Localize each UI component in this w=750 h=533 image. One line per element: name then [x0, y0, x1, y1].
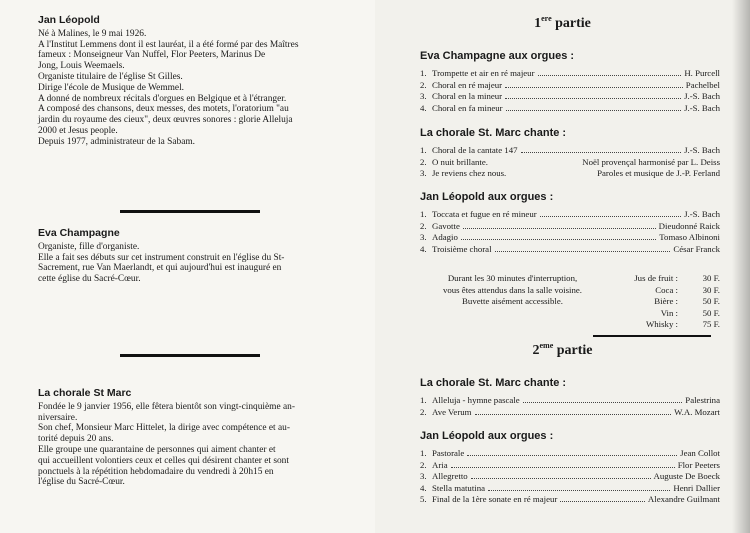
buvette-price-list: [610, 273, 720, 331]
piece-title: Alleluja - hymne pascale: [432, 395, 520, 405]
price-row: [610, 285, 720, 297]
item-number: 2.: [420, 406, 427, 417]
program-section: [420, 127, 720, 180]
dot-leader: [451, 467, 675, 468]
piece-title: Choral en fa mineur: [432, 102, 503, 113]
item-number: 1.: [420, 209, 427, 219]
piece-title: Adagio: [432, 232, 458, 243]
bio-line: A l'Institut Lemmens dont il est lauréat, il a été formé par des Maîtres: [38, 39, 299, 50]
dot-leader: [467, 455, 677, 456]
bio-jan-leopold: [38, 15, 348, 148]
dot-leader: [488, 490, 670, 491]
composer: Pachelbel: [685, 79, 720, 90]
program-section: [420, 50, 720, 114]
composer: Paroles et musique de J.-P. Ferland: [597, 168, 720, 179]
composer: J.-S. Bach: [684, 91, 720, 102]
piece-title: Pastorale: [432, 448, 465, 458]
item-number: 3.: [420, 232, 427, 243]
bio-line: Jong, Louis Weemaels.: [38, 61, 125, 72]
piece-title: Stella matutina: [432, 482, 486, 493]
program-item: [420, 103, 720, 115]
bio-line: 2000 et Jesus people.: [38, 125, 118, 136]
composer: Dieudonné Raick: [658, 220, 720, 231]
bio-line: jardin du royaume des cieux", deux œuvres sonores : glorie Alleluja: [38, 115, 293, 126]
bio-line: Organiste, fille d'organiste.: [38, 241, 140, 252]
bio-line: A composé des chansons, deux messes, des motets, l'oratorium "au: [38, 104, 289, 115]
bio-line: niversaire.: [38, 412, 78, 423]
composer: Flor Peeters: [677, 459, 720, 470]
composer: Jean Collot: [680, 448, 720, 458]
bio-line: torité depuis 20 ans.: [38, 434, 114, 445]
piece-title: Toccata et fugue en ré mineur: [432, 209, 537, 219]
dot-leader: [461, 239, 656, 240]
bio-chorale-st-marc: [38, 388, 348, 488]
section-title: La chorale St. Marc chante :: [420, 377, 567, 389]
program-section: [420, 377, 720, 418]
bio-text: [38, 402, 348, 488]
drink-name: Bière :: [654, 296, 678, 307]
program-item: [420, 91, 720, 103]
program-section: [420, 191, 720, 255]
item-number: 1.: [420, 448, 427, 458]
program-item: [420, 209, 720, 221]
intermission-line: Buvette aisément accessible.: [462, 296, 563, 307]
composer: H. Purcell: [684, 68, 720, 78]
composer: Alexandre Guilmant: [647, 494, 720, 505]
program-section: [420, 430, 720, 506]
item-number: 4.: [420, 482, 427, 493]
bio-line: Depuis 1977, administrateur de la Sabam.: [38, 136, 195, 147]
price-row: [610, 296, 720, 308]
section-title: Eva Champagne aux orgues :: [420, 50, 575, 62]
item-number: 3.: [420, 91, 427, 102]
price-row: [610, 273, 720, 285]
section-title: La chorale St. Marc chante :: [420, 127, 567, 139]
dot-leader: [560, 501, 645, 502]
bio-line: Organiste titulaire de l'église St Gilles.: [38, 71, 183, 82]
dot-leader: [463, 228, 656, 229]
program-item: [420, 448, 720, 460]
part-1-heading: 1ere partie: [534, 14, 591, 31]
bio-line: Elle a fait ses débuts sur cet instrument construit en l'église du St-: [38, 252, 285, 263]
bio-line: Sacrement, rue Van Maerlandt, et qui aujourd'hui est inauguré en: [38, 263, 282, 274]
bio-line: Né à Malines, le 9 mai 1926.: [38, 28, 147, 39]
dot-leader: [538, 75, 682, 76]
composer: J.-S. Bach: [684, 145, 720, 155]
drink-name: Jus de fruit :: [634, 273, 678, 283]
drink-name: Coca :: [655, 284, 678, 295]
program-item: [420, 221, 720, 233]
item-number: 4.: [420, 243, 427, 254]
piece-title: Ave Verum: [432, 406, 472, 417]
bio-text: [38, 242, 348, 285]
program-item: [420, 395, 720, 407]
piece-title: Choral en la mineur: [432, 91, 503, 102]
bio-line: A donné de nombreux récitals d'orgues en Belgique et à l'étranger.: [38, 93, 287, 104]
piece-title: Choral en ré majeur: [432, 79, 503, 90]
section-title: Jan Léopold aux orgues :: [420, 430, 554, 442]
drink-name: Whisky :: [645, 319, 678, 330]
composer: J.-S. Bach: [684, 209, 720, 219]
composer: W.A. Mozart: [674, 406, 720, 417]
separator-rule: [120, 210, 260, 213]
bio-eva-champagne: [38, 228, 348, 285]
item-number: 5.: [420, 494, 427, 505]
item-number: 2.: [420, 79, 427, 90]
item-number: 3.: [420, 168, 427, 179]
piece-title: Choral de la cantate 147: [432, 145, 518, 155]
program-item: [420, 232, 720, 244]
bio-line: cette église du Sacré-Cœur.: [38, 274, 141, 285]
program-item: [420, 471, 720, 483]
dot-leader: [540, 216, 681, 217]
composer: Auguste De Boeck: [653, 471, 720, 482]
item-number: 4.: [420, 102, 427, 113]
program-item: [420, 244, 720, 256]
bio-title: La chorale St Marc: [38, 387, 132, 399]
separator-rule: [593, 335, 711, 337]
item-number: 2.: [420, 459, 427, 470]
item-number: 2.: [420, 220, 427, 231]
program-item: [420, 68, 720, 80]
program-item: [420, 157, 720, 169]
drink-price: 75 F.: [702, 319, 720, 330]
composer: César Franck: [673, 243, 720, 254]
composer: J.-S. Bach: [684, 102, 720, 113]
item-number: 1.: [420, 395, 427, 405]
piece-title: Troisième choral: [432, 243, 492, 254]
dot-leader: [505, 87, 683, 88]
bio-text: [38, 29, 348, 148]
composer: Henri Dallier: [673, 482, 720, 493]
dot-leader: [475, 414, 672, 415]
intermission-text: [420, 273, 605, 308]
program-item: [420, 145, 720, 157]
piece-title: Allegretto: [432, 471, 468, 482]
piece-title: O nuit brillante.: [432, 156, 488, 167]
drink-price: 50 F.: [702, 307, 720, 318]
right-page: [375, 0, 750, 533]
dot-leader: [523, 402, 683, 403]
price-row: [610, 308, 720, 320]
piece-title: Final de la 1ère sonate en ré majeur: [432, 494, 558, 505]
dot-leader: [506, 110, 681, 111]
drink-price: 50 F.: [702, 296, 720, 307]
piece-title: Je reviens chez nous.: [432, 168, 507, 179]
bio-line: qui accueillent volontiers ceux et celles qui désirent chanter et sont: [38, 455, 289, 466]
piece-title: Trompette et air en ré majeur: [432, 68, 535, 78]
drink-price: 30 F.: [702, 284, 720, 295]
intermission-line: vous êtes attendus dans la salle voisine.: [442, 284, 582, 295]
program-item: [420, 407, 720, 419]
program-item: [420, 460, 720, 472]
program-item: [420, 483, 720, 495]
part-2-heading: 2eme partie: [532, 341, 593, 358]
bio-line: fameux : Monseigneur Van Nuffel, Flor Peeters, Marinus De: [38, 50, 266, 61]
bio-line: ponctuels à la répétition hebdomadaire du vendredi à 20h15 en: [38, 466, 274, 477]
dot-leader: [471, 478, 651, 479]
bio-line: Son chef, Monsieur Marc Hittelet, la dirige avec compétence et au-: [38, 423, 290, 434]
composer: Tomaso Albinoni: [659, 232, 720, 243]
bio-line: Dirige l'école de Musique de Wemmel.: [38, 82, 185, 93]
bio-title: Eva Champagne: [38, 227, 120, 239]
price-row: [610, 319, 720, 331]
piece-title: Gavotte: [432, 220, 460, 231]
drink-price: 30 F.: [702, 273, 720, 283]
item-number: 3.: [420, 471, 427, 482]
section-title: Jan Léopold aux orgues :: [420, 191, 554, 203]
program-item: [420, 80, 720, 92]
piece-title: Aria: [432, 459, 448, 470]
intermission-line: Durant les 30 minutes d'interruption,: [447, 273, 578, 283]
drink-name: Vin :: [660, 307, 678, 318]
dot-leader: [505, 98, 681, 99]
bio-line: Elle groupe une quarantaine de personnes qui aiment chanter et: [38, 444, 276, 455]
composer: Palestrina: [685, 395, 720, 405]
program-item: [420, 494, 720, 506]
page-edge-shadow: [732, 0, 750, 533]
composer: Noël provençal harmonisé par L. Deiss: [582, 156, 720, 167]
program-item: [420, 168, 720, 180]
separator-rule: [120, 354, 260, 357]
bio-line: Fondée le 9 janvier 1956, elle fêtera bientôt son vingt-cinquième an-: [38, 401, 295, 412]
bio-title: Jan Léopold: [38, 14, 100, 26]
item-number: 1.: [420, 68, 427, 78]
dot-leader: [521, 152, 682, 153]
item-number: 2.: [420, 156, 427, 167]
bio-line: l'église du Sacré-Cœur.: [38, 477, 125, 488]
item-number: 1.: [420, 145, 427, 155]
dot-leader: [495, 251, 671, 252]
